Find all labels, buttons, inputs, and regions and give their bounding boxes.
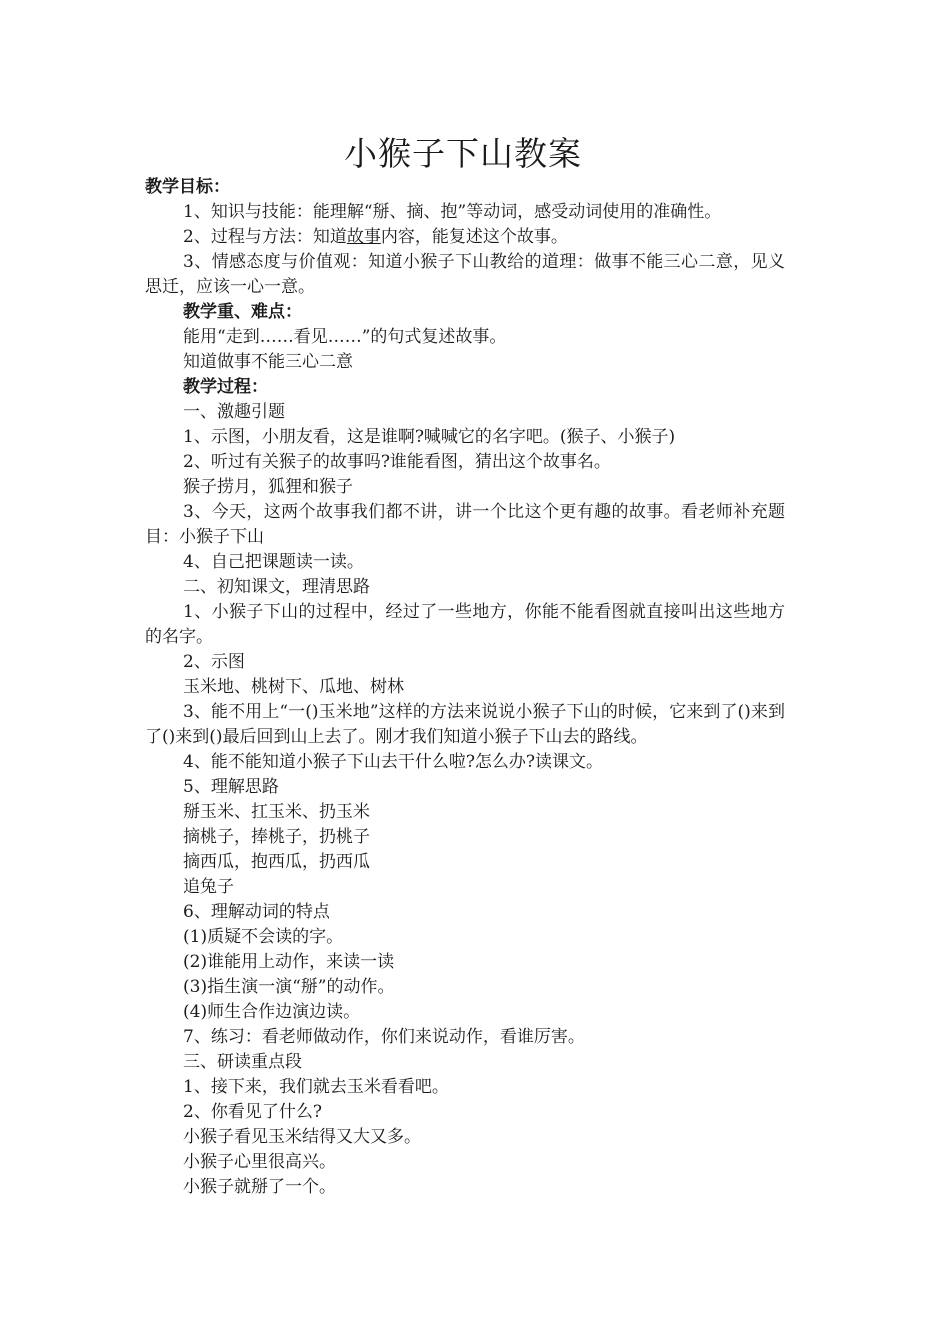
document-title: 小猴子下山教案 [344,134,582,173]
section-3-line-b: 小猴子心里很高兴。 [183,1152,336,1172]
section-3-line-a: 小猴子看见玉米结得又大又多。 [183,1127,421,1147]
key-point-1: 能用“走到……看见……”的句式复述故事。 [183,327,507,347]
process-heading: 教学过程： [183,377,268,397]
sub-item-3: (3)指生演一演“掰”的动作。 [183,977,395,997]
goal-2 [145,225,785,250]
section-2-item-4: 4、能不能知道小猴子下山去干什么啦?怎么办?读课文。 [183,752,604,772]
sub-item-2: (2)谁能用上动作，来读一读 [183,952,395,972]
section-2-places: 玉米地、桃树下、瓜地、树林 [183,677,404,697]
goal-1: 1、知识与技能：能理解“掰、摘、抱”等动词，感受动词使用的准确性。 [183,202,722,222]
goal-3: 3、情感态度与价值观：知道小猴子下山教给的道理：做事不能三心二意，见义思迁，应该一心一意。 [145,252,785,297]
sub-item-4: (4)师生合作边演边读。 [183,1002,361,1022]
section-3-item-1: 1、接下来，我们就去玉米看看吧。 [183,1077,449,1097]
section-3-title: 三、研读重点段 [183,1052,302,1072]
section-2-item-1: 1、小猴子下山的过程中，经过了一些地方，你能不能看图就直接叫出这些地方的名字。 [145,602,785,647]
section-1-item-3: 3、今天，这两个故事我们都不讲，讲一个比这个更有趣的故事。看老师补充题目：小猴子下山 [145,502,785,547]
section-2-title: 二、初知课文，理清思路 [183,577,370,597]
section-3-line-c: 小猴子就掰了一个。 [183,1177,336,1197]
goal-2-post: 内容，能复述这个故事。 [380,227,568,247]
verbs-peach: 摘桃子，捧桃子，扔桃子 [183,827,370,847]
verbs-melon: 摘西瓜，抱西瓜，扔西瓜 [183,852,370,872]
key-points-heading: 教学重、难点： [183,302,302,322]
section-1-title: 一、激趣引题 [183,402,285,422]
story-link[interactable]: 故事 [346,227,381,247]
section-2-item-3: 3、能不用上“一()玉米地”这样的方法来说说小猴子下山的时候，它来到了()来到了()来到()最后回到山上去了。刚才我们知道小猴子下山去的路线。 [145,702,785,747]
section-3-item-2: 2、你看见了什么? [183,1102,322,1122]
key-point-2: 知道做事不能三心二意 [183,352,353,372]
goals-heading: 教学目标： [145,177,230,197]
section-2-item-5: 5、理解思路 [183,777,279,797]
section-1-item-2: 2、听过有关猴子的故事吗?谁能看图，猜出这个故事名。 [183,452,611,472]
verbs-rabbit: 追兔子 [183,877,234,897]
section-2-item-2: 2、示图 [183,652,245,672]
document-body [145,175,785,1200]
section-1-item-4: 4、自己把课题读一读。 [183,552,364,572]
sub-item-1: (1)质疑不会读的字。 [183,927,344,947]
section-1-item-2-answer: 猴子捞月，狐狸和猴子 [183,477,353,497]
goal-2-pre: 2、过程与方法：知道 [183,227,347,247]
section-2-item-6: 6、理解动词的特点 [183,902,330,922]
section-2-item-7: 7、练习：看老师做动作，你们来说动作，看谁厉害。 [183,1027,585,1047]
verbs-corn: 掰玉米、扛玉米、扔玉米 [183,802,370,822]
section-1-item-1: 1、示图，小朋友看，这是谁啊?喊喊它的名字吧。(猴子、小猴子) [183,427,676,447]
